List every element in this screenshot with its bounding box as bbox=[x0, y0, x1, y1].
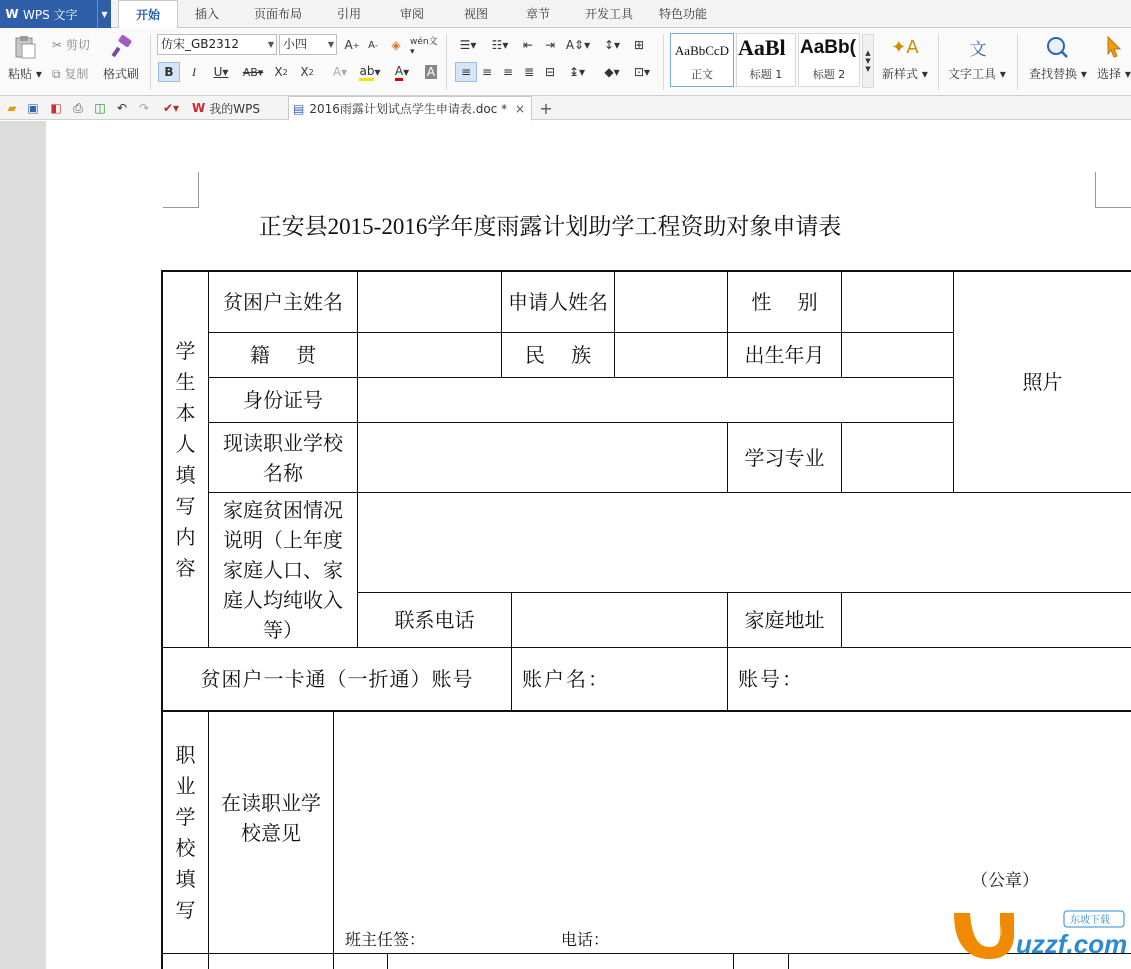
align-left-icon[interactable]: ≡ bbox=[455, 62, 477, 82]
tab-home[interactable]: 开始 bbox=[118, 0, 178, 29]
grow-font-icon[interactable]: A + bbox=[344, 38, 360, 52]
copy-icon: ⧉ bbox=[52, 67, 65, 81]
chevron-down-icon[interactable]: ▼ bbox=[97, 0, 111, 28]
quick-access-bar bbox=[0, 96, 1131, 120]
find-replace-button[interactable]: 查找替换 ▾ bbox=[1029, 67, 1087, 81]
label-school-opinion: 在读职业学校意见 bbox=[221, 790, 321, 845]
wps-logo-icon: W bbox=[192, 101, 206, 115]
open-folder-icon[interactable]: ▰ bbox=[7, 101, 17, 115]
undo-icon[interactable]: ↶ bbox=[116, 101, 128, 115]
clear-format-icon[interactable]: ◈ bbox=[391, 38, 401, 52]
label-native-place: 籍 贯 bbox=[249, 343, 317, 367]
label-major: 学习专业 bbox=[744, 445, 825, 470]
input-poor-head-name[interactable] bbox=[358, 272, 501, 332]
print-preview-icon[interactable]: ◫ bbox=[94, 101, 106, 115]
tab-view[interactable]: 视图 bbox=[463, 7, 488, 21]
underline-icon[interactable]: U▾ bbox=[213, 65, 229, 79]
table-grid-icon[interactable]: ⊞ bbox=[633, 38, 645, 52]
doc-file-icon: ▤ bbox=[293, 101, 305, 116]
menu-bar bbox=[0, 0, 1131, 28]
teacher-sign-label: 班主任签： bbox=[345, 930, 426, 949]
label-family-desc: 家庭贫困情况说明（上年度家庭人口、家庭人均纯收入等） bbox=[223, 498, 343, 642]
align-right-icon[interactable]: ≡ bbox=[502, 65, 514, 79]
shading-icon[interactable]: ◆▾ bbox=[604, 65, 620, 79]
subscript-icon[interactable]: X 2 bbox=[300, 65, 314, 79]
new-style-icon[interactable]: ✦A bbox=[891, 36, 919, 58]
vertical-ruler bbox=[0, 121, 46, 969]
input-school-name[interactable] bbox=[358, 423, 727, 492]
margin-corner-mark bbox=[1095, 172, 1131, 208]
tab-page-layout[interactable]: 页面布局 bbox=[253, 7, 302, 21]
format-painter-button[interactable]: 格式刷 bbox=[103, 67, 140, 81]
char-shading-icon[interactable]: A bbox=[426, 65, 436, 79]
ribbon-tabs bbox=[118, 0, 718, 28]
style-heading-2[interactable]: AaBb( 标题 2 bbox=[798, 33, 860, 87]
label-phone: 联系电话 bbox=[394, 608, 475, 632]
photo-box[interactable]: 照片 bbox=[1022, 370, 1063, 394]
seal-label: （公章） bbox=[971, 871, 1039, 891]
new-style-button[interactable]: 新样式 ▾ bbox=[882, 67, 928, 81]
line-spacing-icon[interactable]: ↨▾ bbox=[568, 65, 586, 79]
account-name-field[interactable]: 账户名： bbox=[522, 667, 610, 691]
input-phone[interactable] bbox=[512, 593, 727, 647]
label-card-account: 贫困户一卡通（一折通）账号 bbox=[200, 667, 474, 691]
text-tools-icon[interactable]: 文 bbox=[969, 39, 987, 60]
new-tab-icon[interactable]: + bbox=[539, 98, 553, 118]
strikethrough-icon[interactable]: AB▾ bbox=[242, 65, 264, 79]
label-poor-head-name: 贫困户主姓名 bbox=[223, 290, 343, 314]
decrease-indent-icon[interactable]: ⇤ bbox=[522, 38, 534, 52]
paste-icon[interactable] bbox=[8, 32, 42, 62]
select-button[interactable]: 选择 ▾ bbox=[1097, 67, 1131, 81]
customize-toolbar-icon[interactable]: ✔▾ bbox=[162, 101, 180, 115]
copy-button[interactable]: ⧉ 复制 bbox=[52, 67, 89, 81]
document-title: 正安县2015-2016学年度雨露计划助学工程资助对象申请表 bbox=[258, 214, 842, 239]
scissors-icon: ✂ bbox=[52, 38, 66, 52]
numbered-list-icon[interactable]: ☷▾ bbox=[491, 38, 509, 52]
bold-icon[interactable]: B bbox=[158, 62, 180, 82]
borders-icon[interactable]: ⊡▾ bbox=[633, 65, 651, 79]
find-replace-icon[interactable] bbox=[1043, 33, 1071, 61]
export-pdf-icon[interactable]: ◧ bbox=[50, 101, 62, 115]
app-title: WPS 文字 bbox=[23, 7, 78, 22]
paste-button[interactable]: 粘贴 ▾ bbox=[8, 67, 42, 81]
redo-icon[interactable]: ↷ bbox=[138, 101, 150, 115]
label-gender: 性 别 bbox=[751, 290, 818, 314]
margin-corner-mark bbox=[163, 172, 199, 208]
shrink-font-icon[interactable]: A - bbox=[368, 39, 378, 51]
watermark-text: uzzf.com bbox=[1016, 929, 1128, 959]
ribbon-toolbar bbox=[0, 28, 1131, 96]
tab-developer[interactable]: 开发工具 bbox=[584, 7, 633, 21]
input-applicant-name[interactable] bbox=[615, 272, 727, 332]
save-icon[interactable]: ▣ bbox=[27, 101, 39, 115]
section-student-fill: 学生本人填写内容 bbox=[175, 338, 196, 580]
tab-document[interactable]: ▤ 2016雨露计划试点学生申请表.doc * × bbox=[288, 96, 532, 121]
account-number-field[interactable]: 账号： bbox=[738, 667, 804, 691]
style-heading-1[interactable]: AaBl 标题 1 bbox=[736, 33, 796, 87]
cut-button[interactable]: ✂ 剪切 bbox=[52, 38, 90, 52]
style-normal[interactable]: AaBbCcD 正文 bbox=[670, 33, 734, 87]
text-tools-button[interactable]: 文字工具 ▾ bbox=[948, 67, 1006, 81]
watermark-tag: 东坡下载 bbox=[1070, 915, 1110, 926]
input-gender[interactable] bbox=[842, 272, 953, 332]
styles-scroll-icon[interactable]: ▲ ▼ ▼ bbox=[862, 34, 874, 88]
tab-features[interactable]: 特色功能 bbox=[658, 7, 707, 21]
increase-indent-icon[interactable]: ⇥ bbox=[544, 38, 556, 52]
close-tab-icon[interactable]: × bbox=[514, 101, 525, 116]
tab-review[interactable]: 审阅 bbox=[399, 7, 424, 21]
text-effect-icon[interactable]: A▾ bbox=[332, 65, 348, 79]
input-ethnicity[interactable] bbox=[615, 333, 727, 377]
tab-references[interactable]: 引用 bbox=[336, 7, 361, 21]
label-id-number: 身份证号 bbox=[243, 388, 323, 412]
input-birth-month[interactable] bbox=[842, 333, 953, 377]
site-watermark bbox=[950, 905, 1128, 965]
highlight-icon[interactable]: ab ▾ bbox=[359, 63, 381, 79]
input-id-number[interactable] bbox=[358, 378, 953, 422]
section-school-fill: 职业学校填写 bbox=[175, 742, 196, 922]
format-painter-icon[interactable] bbox=[108, 32, 136, 62]
print-icon[interactable]: ⎙ bbox=[73, 100, 83, 115]
wps-logo-icon: W bbox=[5, 7, 19, 21]
label-school-name: 现读职业学校名称 bbox=[223, 430, 343, 485]
justify-icon[interactable]: ≣ bbox=[523, 65, 535, 79]
phonetic-guide-icon[interactable]: wén文▾ bbox=[410, 36, 438, 57]
label-applicant-name: 申请人姓名 bbox=[508, 290, 608, 314]
tab-chapter[interactable]: 章节 bbox=[525, 7, 550, 21]
input-major[interactable] bbox=[842, 423, 953, 492]
input-address[interactable] bbox=[842, 593, 1131, 647]
app-menu-button[interactable] bbox=[0, 0, 111, 28]
teacher-phone-label: 电话： bbox=[561, 930, 610, 949]
distribute-icon[interactable]: ⊟ bbox=[544, 65, 556, 79]
bullet-list-icon[interactable]: ☰▾ bbox=[459, 38, 477, 52]
font-color-icon[interactable]: A ▾ bbox=[394, 63, 410, 79]
text-direction-icon[interactable]: A⇕▾ bbox=[565, 38, 591, 52]
font-name-select[interactable]: 仿宋_GB2312 ▼ bbox=[157, 34, 277, 55]
sort-icon[interactable]: ↕▾ bbox=[603, 38, 621, 52]
font-size-select[interactable]: 小四 ▼ bbox=[279, 34, 337, 55]
label-address: 家庭地址 bbox=[744, 608, 825, 632]
tab-my-wps[interactable]: W 我的WPS bbox=[192, 101, 260, 116]
align-center-icon[interactable]: ≡ bbox=[481, 65, 493, 79]
superscript-icon[interactable]: X 2 bbox=[274, 65, 288, 79]
label-birth-month: 出生年月 bbox=[744, 343, 825, 367]
label-ethnicity: 民 族 bbox=[524, 343, 592, 367]
input-family-desc[interactable] bbox=[358, 493, 1131, 592]
select-cursor-icon[interactable] bbox=[1102, 33, 1126, 61]
italic-icon[interactable]: I bbox=[192, 64, 196, 79]
tab-insert[interactable]: 插入 bbox=[194, 7, 219, 21]
input-native-place[interactable] bbox=[358, 333, 501, 377]
